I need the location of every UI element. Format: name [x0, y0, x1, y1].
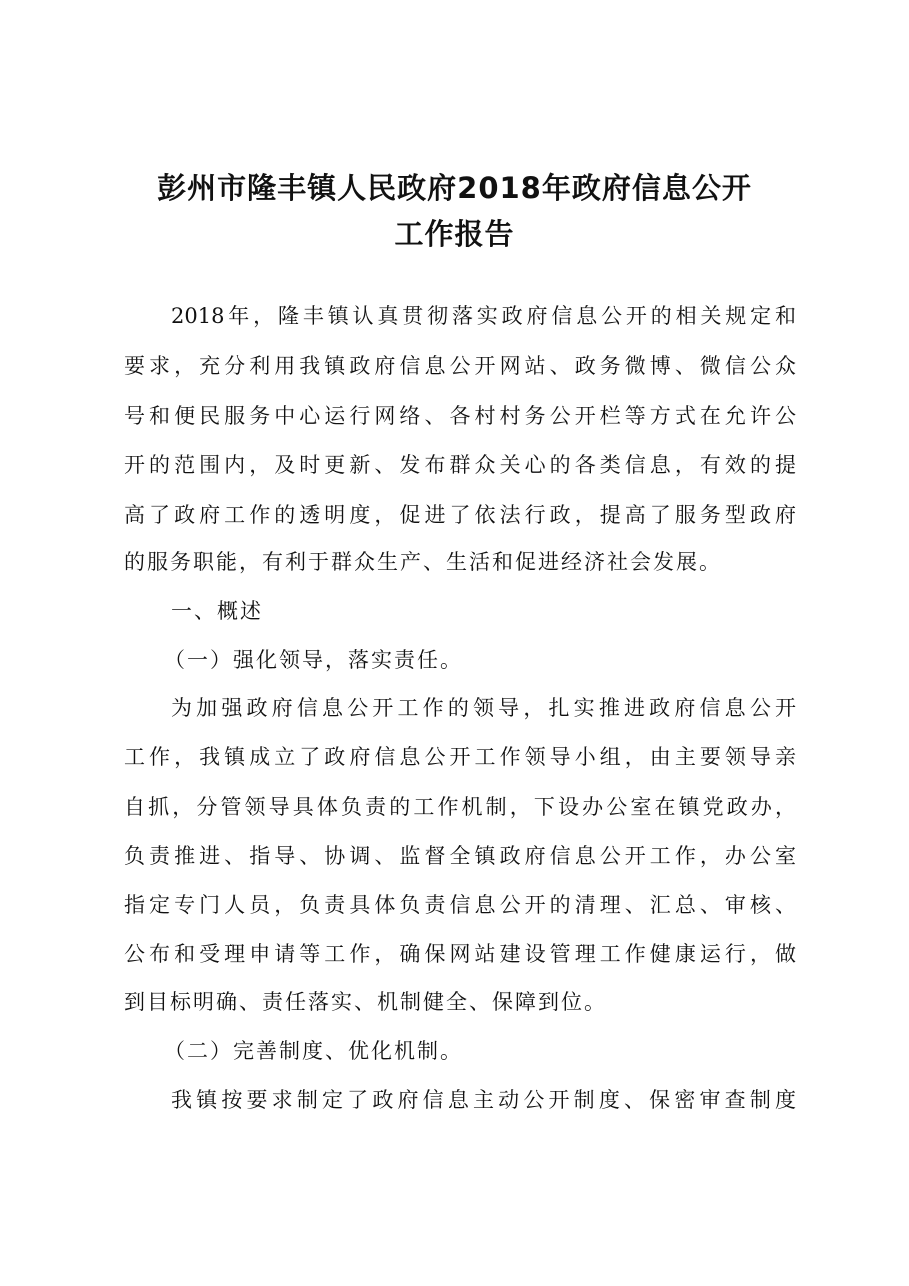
paragraph-line: 2018年，隆丰镇认真贯彻落实政府信息公开的相关规定和 — [171, 304, 796, 328]
paragraph-line: 我镇按要求制定了政府信息主动公开制度、保密审查制度 — [171, 1088, 796, 1112]
paragraph-line: 到目标明确、责任落实、机制健全、保障到位。 — [124, 990, 607, 1014]
document-title-line-2: 工作报告 — [394, 217, 515, 251]
paragraph-line: 要求，充分利用我镇政府信息公开网站、政务微博、微信公众 — [124, 354, 796, 378]
subsection-heading: （二）完善制度、优化机制。 — [164, 1039, 463, 1063]
subsection-heading: （一）强化领导，落实责任。 — [164, 648, 463, 672]
paragraph-line: 工作，我镇成立了政府信息公开工作领导小组，由主要领导亲 — [124, 745, 796, 769]
paragraph-line: 负责推进、指导、协调、监督全镇政府信息公开工作，办公室 — [124, 844, 796, 868]
paragraph-line: 自抓，分管领导具体负责的工作机制，下设办公室在镇党政办， — [124, 795, 796, 819]
paragraph-line: 开的范围内，及时更新、发布群众关心的各类信息，有效的提 — [124, 453, 796, 477]
section-heading: 一、概述 — [171, 599, 263, 623]
paragraph-line: 指定专门人员，负责具体负责信息公开的清理、汇总、审核、 — [124, 893, 796, 917]
paragraph-line: 号和便民服务中心运行网络、各村村务公开栏等方式在允许公 — [124, 404, 796, 428]
document-title-line-1: 彭州市隆丰镇人民政府2018年政府信息公开 — [157, 171, 752, 205]
paragraph-line: 为加强政府信息公开工作的领导，扎实推进政府信息公开 — [171, 696, 796, 720]
paragraph-line: 的服务职能，有利于群众生产、生活和促进经济社会发展。 — [124, 550, 722, 574]
paragraph-line: 高了政府工作的透明度，促进了依法行政，提高了服务型政府 — [124, 503, 796, 527]
paragraph-line: 公布和受理申请等工作，确保网站建设管理工作健康运行，做 — [124, 942, 796, 966]
